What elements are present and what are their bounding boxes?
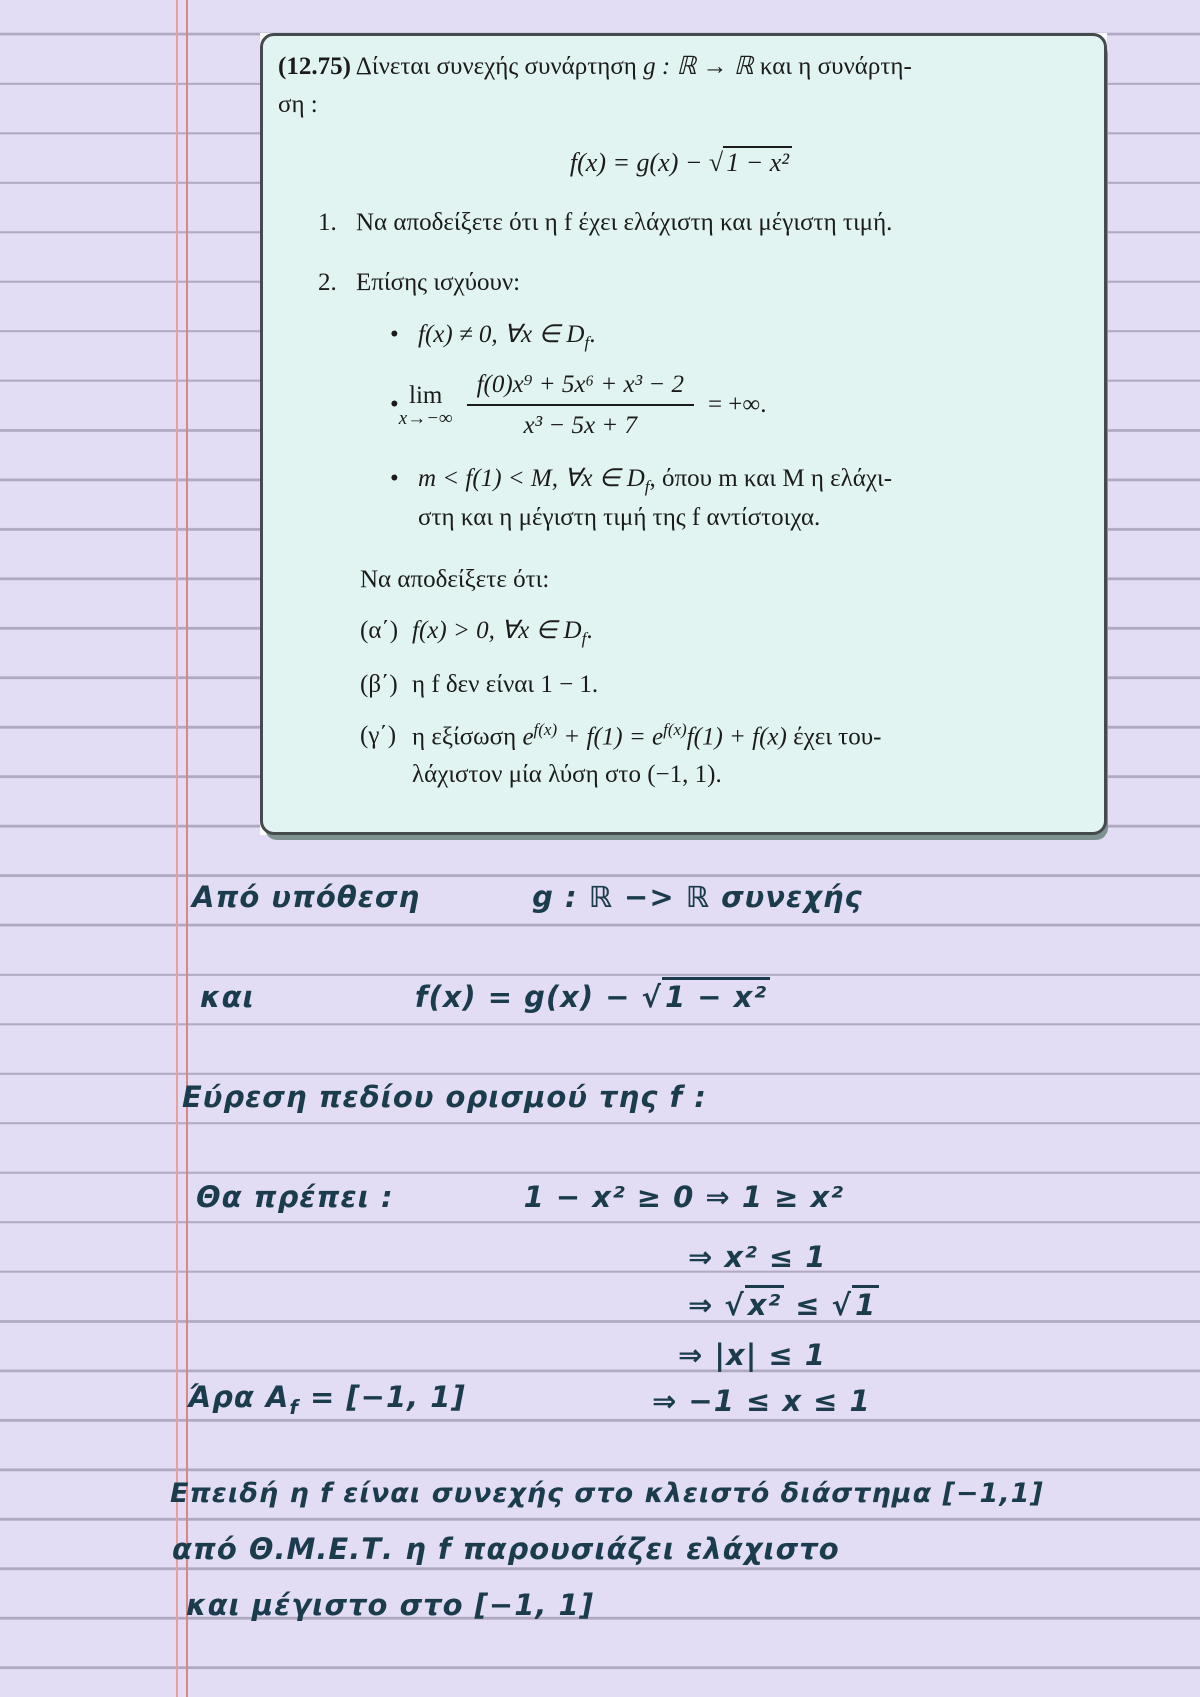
bullet3-math: m < f(1) < M, ∀x ∈ D <box>418 464 645 492</box>
question-gamma-text <box>412 717 881 793</box>
fraction-numerator: f(0)x⁹ + 5x⁶ + x³ − 2 <box>467 366 694 407</box>
prove-intro: Να αποδείξετε ότι: <box>360 565 550 593</box>
question-alpha <box>278 612 1084 652</box>
bullet3-sub: f <box>644 476 650 496</box>
note-line-theorem: από Θ.Μ.Ε.Τ. η f παρουσιάζει ελάχιστο <box>172 1532 840 1566</box>
item-number: 1. <box>318 209 337 236</box>
question-label: (β΄) <box>360 670 398 698</box>
note-sqrt-sign: √ <box>724 1288 745 1322</box>
bullet-dot: • <box>390 391 399 419</box>
gamma-math4: f(1) + f(x) <box>686 723 787 751</box>
note-line-inequality-2: ⇒ x² ≤ 1 <box>688 1240 827 1274</box>
note-thus: Άρα A <box>188 1380 290 1414</box>
intro-tail: και η συνάρτη- <box>753 53 912 80</box>
note-interval: = [−1, 1] <box>298 1380 466 1414</box>
note-line-continuity: Επειδή η f είναι συνεχής στο κλειστό διάστημα [−1,1] <box>170 1478 1044 1509</box>
bullet1-text <box>418 316 595 356</box>
gamma-tail: έχει του- <box>786 723 882 751</box>
intro-wrap-line: ση : <box>278 90 318 118</box>
intro-text: Δίνεται συνεχής συνάρτηση <box>350 53 644 80</box>
note-line-inequality-5: ⇒ −1 ≤ x ≤ 1 <box>652 1384 871 1418</box>
note-line-hypothesis <box>192 880 863 914</box>
gamma-sup1: f(x) <box>533 720 558 739</box>
note-line-max: και μέγιστο στο [−1, 1] <box>186 1588 594 1622</box>
bullet-item-3 <box>390 460 1084 537</box>
numbered-item-1 <box>278 204 1084 242</box>
note-line-function <box>200 980 770 1014</box>
bullet-dot: • <box>390 464 399 492</box>
bullet-item-2 <box>390 366 1084 445</box>
gamma-sup2: f(x) <box>663 720 687 739</box>
exercise-intro <box>278 48 1084 86</box>
bullet3-line2: στη και η μέγιστη τιμή της f αντίστοιχα. <box>418 504 821 531</box>
note-implies: ⇒ <box>688 1288 725 1322</box>
bullet-dot: • <box>390 321 399 348</box>
note-line-inequality-3 <box>688 1288 879 1322</box>
function-definition-formula <box>278 143 1084 182</box>
bullet3-text <box>418 460 892 537</box>
alpha-period: . <box>586 617 593 644</box>
exercise-box <box>260 33 1107 835</box>
bullet1-math: f(x) ≠ 0, ∀x ∈ D <box>418 321 585 348</box>
bullet3-tail: , όπου m και M η ελάχι- <box>649 464 893 492</box>
sqrt-sign: √ <box>708 148 724 177</box>
note-leq: ≤ <box>784 1288 832 1322</box>
note-radicand: x² <box>745 1285 784 1322</box>
intro-math: g : ℝ → ℝ <box>643 53 754 80</box>
note-line-domain-title: Εύρεση πεδίου ορισμού της f : <box>182 1080 707 1114</box>
question-gamma <box>278 717 1084 793</box>
note-line-domain-result <box>188 1380 466 1419</box>
formula-radicand: 1 − x² <box>723 146 792 177</box>
fraction-denominator: x³ − 5x + 7 <box>523 412 637 439</box>
item-text: Να αποδείξετε ότι η f έχει ελάχιστη και μέγιστη τιμή. <box>356 209 893 236</box>
gamma-e2: e <box>651 723 664 751</box>
bullet-item-1 <box>390 316 1084 356</box>
note-must-hold: Θα πρέπει : <box>196 1180 394 1214</box>
question-beta-text: η f δεν είναι 1 − 1. <box>412 670 599 698</box>
note-inequality-1: 1 − x² ≥ 0 ⇒ 1 ≥ x² <box>523 1180 844 1214</box>
alpha-sub: f <box>581 629 587 648</box>
note-line-condition <box>196 1180 844 1214</box>
bullet1-period: . <box>589 321 596 348</box>
note-radicand: 1 <box>852 1285 879 1322</box>
numbered-item-2 <box>278 264 1084 302</box>
lim-subscript: x→−∞ <box>398 408 453 429</box>
note-function-math: f(x) = g(x) − <box>414 980 642 1014</box>
lim-word: lim <box>409 381 443 409</box>
gamma-e1: e <box>522 723 534 751</box>
bullet1-sub: f <box>584 333 590 352</box>
item-text: Επίσης ισχύουν: <box>356 268 521 296</box>
question-label: (γ΄) <box>360 722 397 749</box>
question-label: (α΄) <box>360 617 399 644</box>
item-number: 2. <box>318 268 337 296</box>
gamma-line2: λάχιστον μία λύση στο (−1, 1). <box>412 760 722 788</box>
note-radicand: 1 − x² <box>662 977 770 1014</box>
gamma-pre: η εξίσωση <box>412 723 523 751</box>
conditions-list <box>278 316 1084 537</box>
note-sub-f: f <box>289 1395 299 1419</box>
limit-result: = +∞. <box>707 391 767 419</box>
limit-fraction <box>467 366 694 445</box>
exercise-number: (12.75) <box>278 53 351 80</box>
note-hypothesis-label: Από υπόθεση <box>192 880 421 914</box>
note-line-inequality-4: ⇒ |x| ≤ 1 <box>678 1338 826 1372</box>
formula-lhs: f(x) = g(x) − <box>569 148 709 177</box>
limit-operator <box>399 377 453 434</box>
margin-rule-right <box>186 0 188 1697</box>
note-sqrt-sign: √ <box>831 1288 853 1322</box>
note-hypothesis-math: g : ℝ −> ℝ συνεχής <box>532 880 863 914</box>
gamma-mid: + f(1) = <box>557 723 652 751</box>
alpha-math: f(x) > 0, ∀x ∈ D <box>412 617 582 644</box>
note-sqrt-sign: √ <box>641 980 662 1014</box>
note-and-word: και <box>200 980 255 1014</box>
margin-rule-left <box>176 0 178 1697</box>
question-alpha-text <box>412 612 593 652</box>
question-beta <box>278 666 1084 704</box>
